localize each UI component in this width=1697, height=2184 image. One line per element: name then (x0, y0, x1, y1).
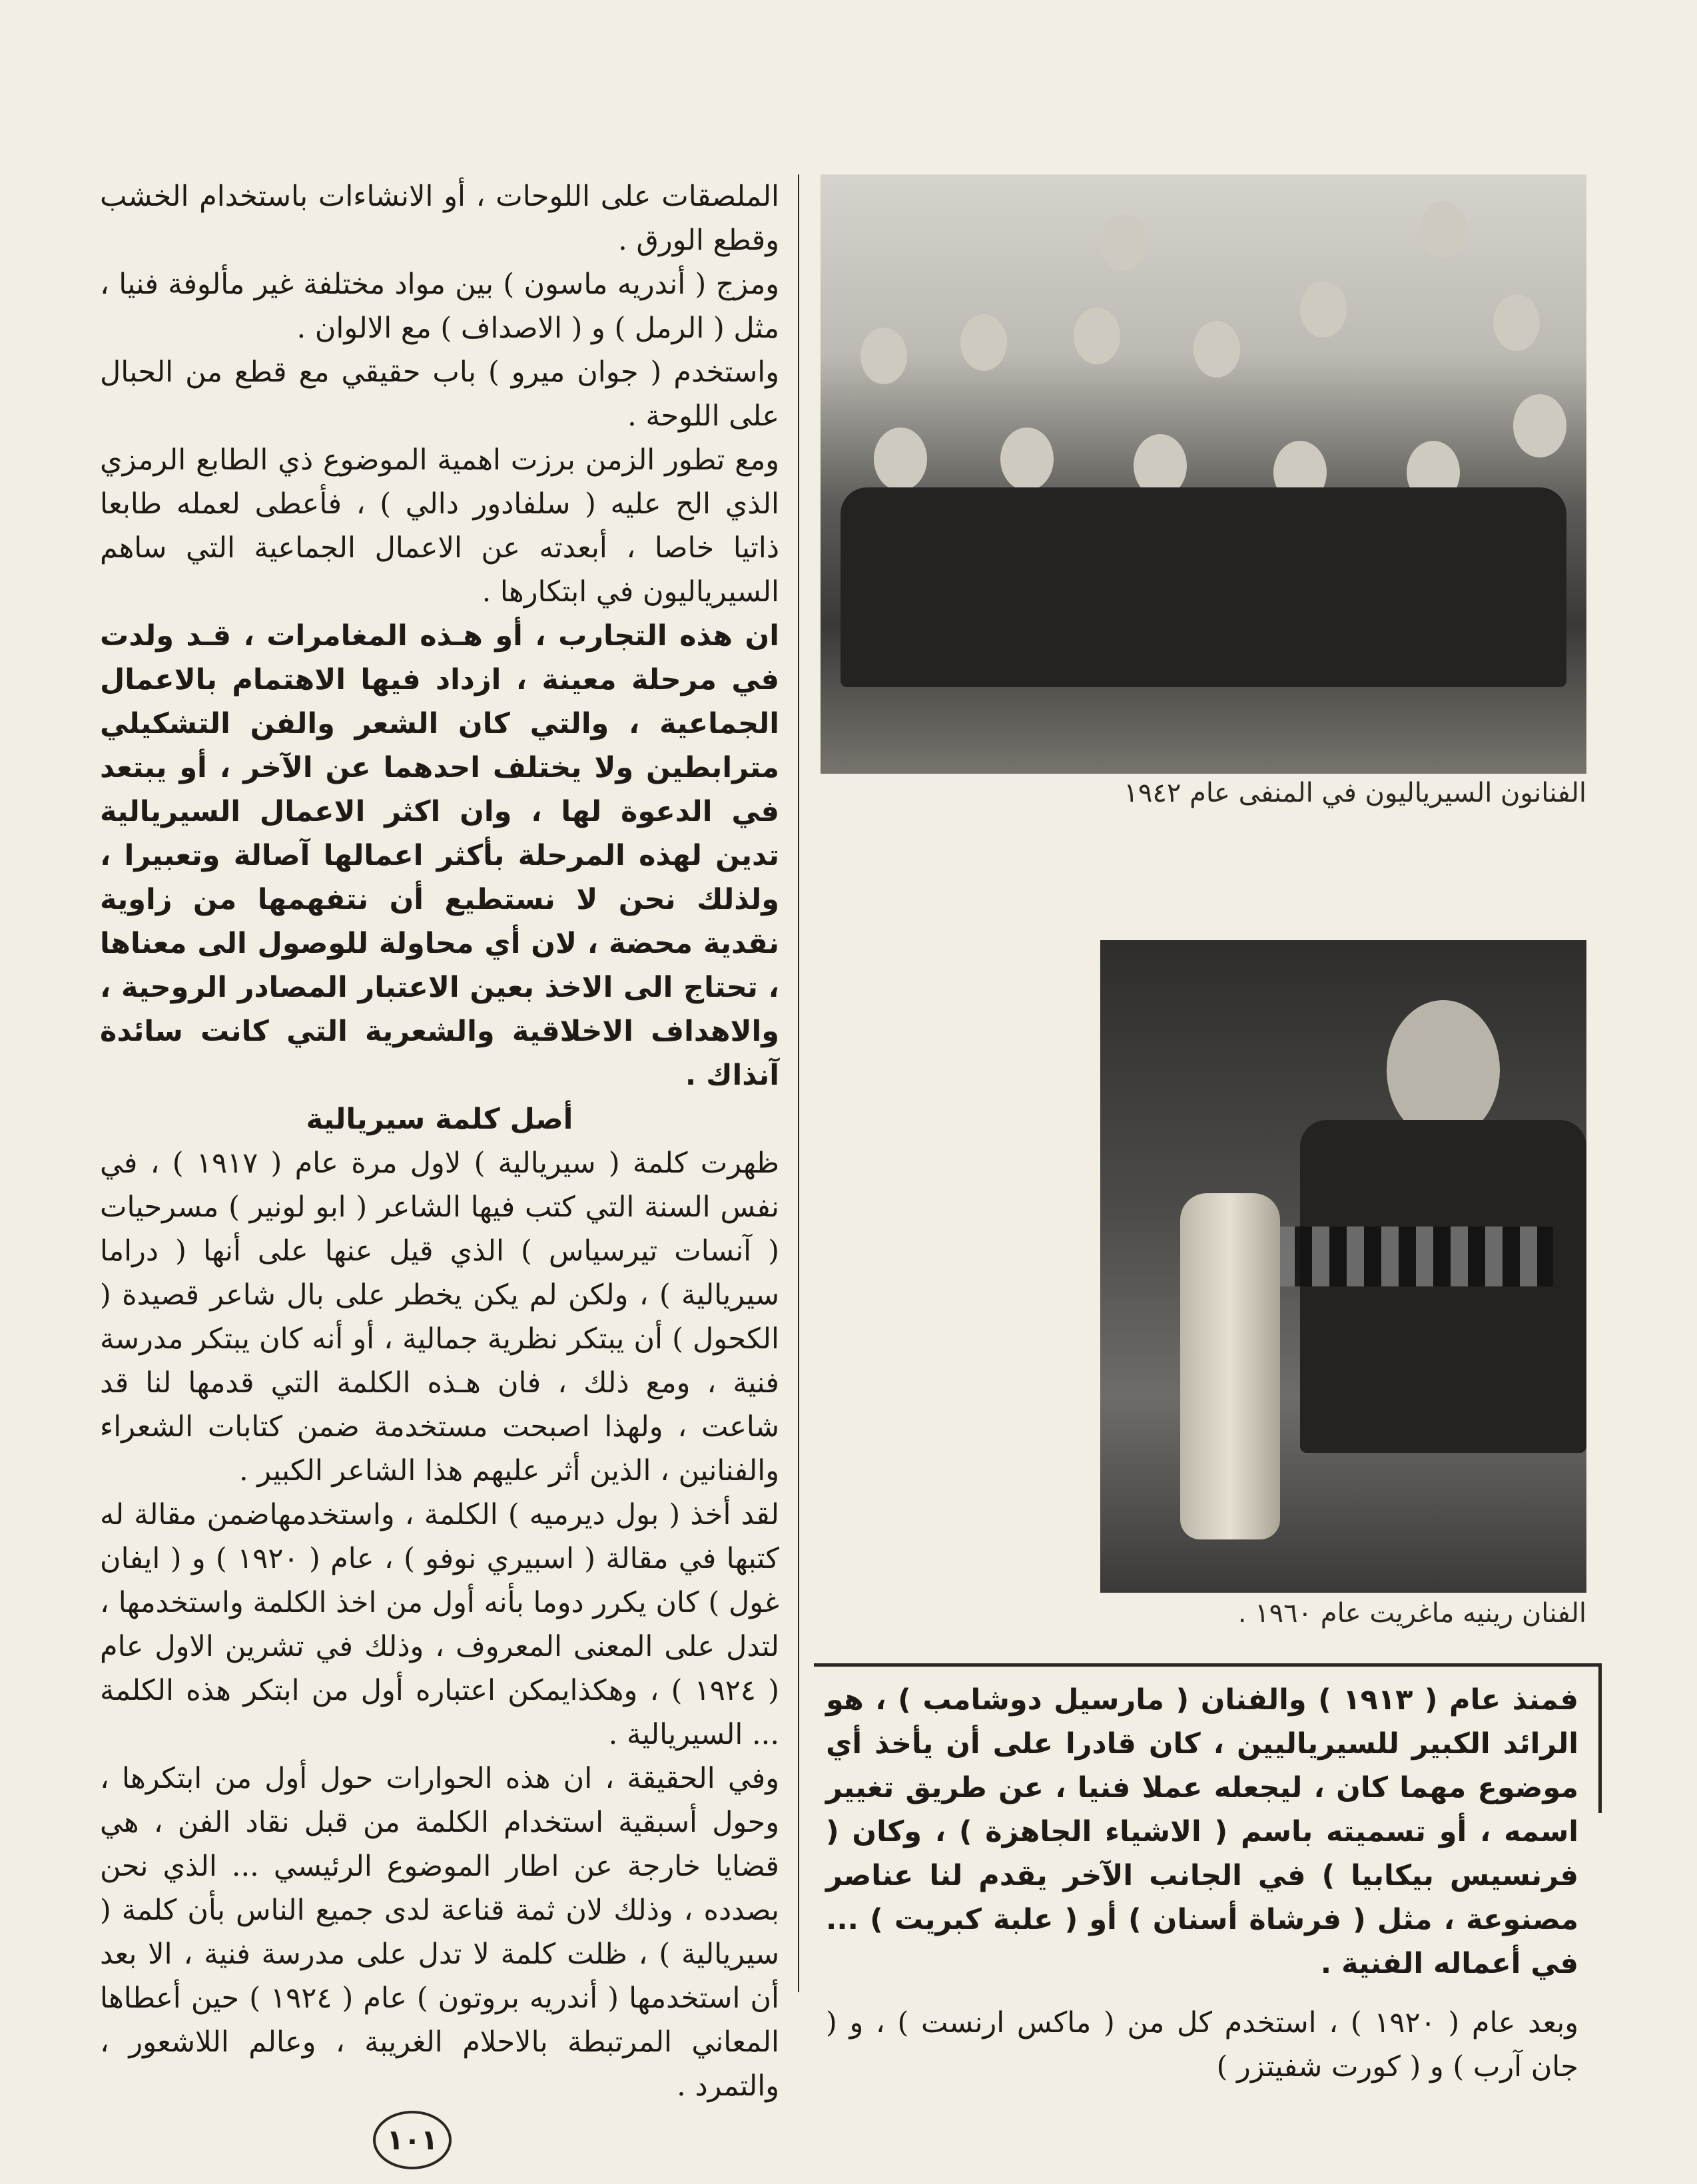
boxed-text: فمنذ عام ( ١٩١٣ ) والفنان ( مارسيل دوشامب ) ، هو الرائد الكبير للسيرياليين ، كان قادرا على أن يأخذ أي موضوع مهما كان ، ليجعله عملا فنيا ، عن طريق تغيير اسمه ، أو تسميته باسم ( الاشياء الجاهزة ) ، وكان ( فرنسيس بيكابيا ) في الجانب الآخر يقدم لنا عناصر مصنوعة ، مثل ( فرشاة أسنان ) أو ( علبة كبريت ) ... في أعماله الفنية . (826, 1683, 1578, 1980)
group-photo (821, 174, 1586, 774)
paragraph-3: واستخدم ( جوان ميرو ) باب حقيقي مع قطع من الحبال على اللوحة . (100, 356, 779, 433)
page-number: ١٠١ (373, 2111, 452, 2169)
left-column (100, 174, 779, 2108)
after-box-text: وبعد عام ( ١٩٢٠ ) ، استخدم كل من ( ماكس ارنست ) ، و ( جان آرب ) و ( كورت شفيتزر ) (826, 2006, 1578, 2083)
section-paragraph-3: وفي الحقيقة ، ان هذه الحوارات حول أول من ابتكرها ، وحول أسبقية استخدام الكلمة من قبل نقاد الفن ، هي قضايا خارجة عن اطار الموضوع الرئيسي ... الذي نحن بصدده ، وذلك لان ثمة قناعة لدى جميع الناس بأن كلمة ( سيريالية ) ، ظلت كلمة لا تدل على مدرسة فنية ، الا بعد أن استخدمها ( أندريه بروتون ) عام ( ١٩٢٤ ) حين أعطاها المعاني المرتبطة بالاحلام الغريبة ، وعالم اللاشعور ، والتمرد . (100, 1762, 779, 2103)
bold-paragraph: ان هذه التجارب ، أو هـذه المغامرات ، قـد ولدت في مرحلة معينة ، ازداد فيها الاهتمام بالاعمال الجماعية ، والتي كان الشعر والفن التشكيلي مترابطين ولا يختلف احدهما عن الآخر ، أو يبتعد في الدعوة لها ، وان اكثر الاعمال السيريالية تدين لهذه المرحلة بأكثر اعمالها آصالة وتعبيرا ، ولذلك نحن لا نستطيع أن نتفهمها من زاوية نقدية محضة ، لان أي محاولة للوصول الى معناها ، تحتاج الى الاخذ بعين الاعتبار المصادر الروحية ، والاهداف الاخلاقية والشعرية التي كانت سائدة آنذاك . (100, 619, 779, 1092)
paragraph-2: ومزج ( أندريه ماسون ) بين مواد مختلفة غير مألوفة فنيا ، مثل ( الرمل ) و ( الاصداف ) مع الالوان . (100, 268, 779, 345)
paragraph-4: ومع تطور الزمن برزت اهمية الموضوع ذي الطابع الرمزي الذي الح عليه ( سلفادور دالي ) ، فأعطى لعمله طابعا ذاتيا خاصا ، أبعدته عن الاعمال الجماعية التي ساهم السيرياليون في ابتكارها . (100, 443, 779, 609)
column-divider (798, 174, 799, 1992)
group-photo-caption: الفنانون السيرياليون في المنفى عام ١٩٤٢ (1124, 778, 1586, 808)
section-paragraph-1: ظهرت كلمة ( سيريالية ) لاول مرة عام ( ١٩١٧ ) ، في نفس السنة التي كتب فيها الشاعر ( ابو لونير ) مسرحيات ( آنسات تيرسياس ) الذي قيل عنها على أنها ( دراما سيريالية ) ، ولكن لم يكن يخطر على بال شاعر قصيدة ( الكحول ) أن يبتكر نظرية جمالية ، أو أنه كان يبتكر مدرسة فنية ، ومع ذلك ، فان هـذه الكلمة التي قدمها لنا قد شاعت ، ولهذا اصبحت مستخدمة ضمن كتابات الشعراء والفنانين ، الذين أثر عليهم هذا الشاعر الكبير . (100, 1147, 779, 1488)
paragraph-1: الملصقات على اللوحات ، أو الانشاءات باستخدام الخشب وقطع الورق . (100, 180, 779, 257)
magritte-photo (1100, 940, 1586, 1593)
section-heading: أصل كلمة سيريالية (306, 1103, 573, 1136)
section-paragraph-2: لقد أخذ ( بول ديرميه ) الكلمة ، واستخدمهاضمن مقالة له كتبها في مقالة ( اسبيري نوفو ) ، عام ( ١٩٢٠ ) و ( ايفان غول ) كان يكرر دوما بأنه أول من اخذ الكلمة واستخدمها ، لتدل على المعنى المعروف ، وذلك في تشرين الاول عام ( ١٩٢٤ ) ، وهكذايمكن اعتباره أول من ابتكر هذه الكلمة ... السيريالية . (100, 1498, 780, 1751)
magritte-photo-caption: الفنان رينيه ماغريت عام ١٩٦٠ . (1237, 1598, 1586, 1629)
